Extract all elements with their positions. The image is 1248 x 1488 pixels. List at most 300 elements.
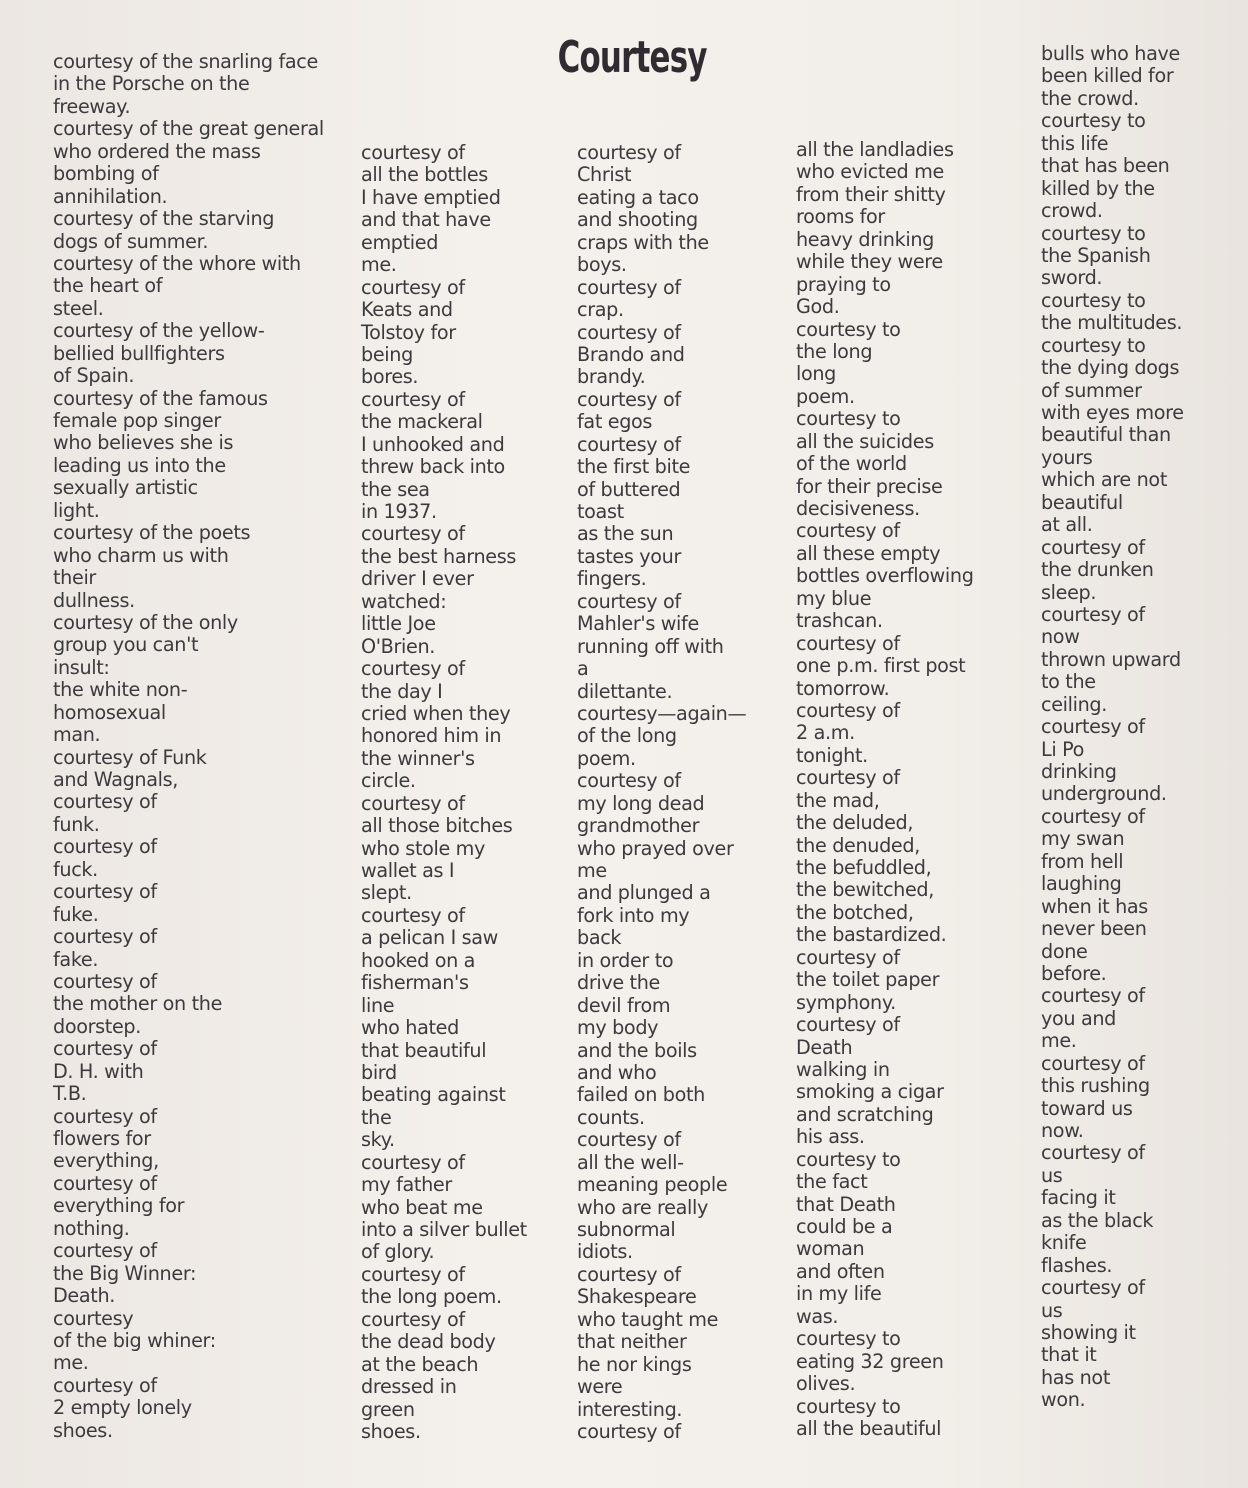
poem-line: the first bite [577, 455, 691, 479]
poem-line: courtesy of [577, 387, 681, 411]
poem-line: interesting. [577, 1397, 683, 1421]
poem-line: courtesy to [796, 1394, 901, 1418]
poem-line: me. [1041, 1029, 1077, 1053]
poem-line: a pelican I saw [361, 926, 499, 950]
poem-line: underground. [1041, 782, 1167, 806]
poem-line: the mackeral [361, 410, 483, 434]
poem-line: subnormal [577, 1218, 676, 1241]
poem-line: courtesy of [53, 1171, 157, 1195]
poem-line: the denuded, [796, 833, 920, 857]
poem-line: us [1041, 1298, 1063, 1322]
poem-line: knife [1041, 1231, 1087, 1255]
poem-line: the dead body [361, 1330, 496, 1354]
poem-line: the mad, [796, 788, 880, 812]
poem-line: in order to [577, 948, 674, 972]
poem-line: courtesy to [1041, 333, 1146, 357]
poem-line: fingers. [577, 567, 647, 591]
poem-line: my blue [796, 586, 872, 610]
poem-line: all these empty [796, 541, 941, 565]
poem-line: us [1041, 1163, 1063, 1187]
poem-line: line [361, 993, 395, 1017]
poem-line: Tolstoy for [361, 320, 456, 344]
poem-line: courtesy of [577, 1419, 681, 1443]
poem-line: who beat me [361, 1195, 483, 1219]
poem-line: light. [53, 498, 100, 522]
poem-line: all those bitches [361, 814, 513, 838]
poem-line: who stole my [361, 836, 486, 860]
poem-line: shoes. [53, 1418, 113, 1442]
poem-line: courtesy of [796, 766, 900, 790]
poem-line: smoking a cigar [796, 1080, 944, 1104]
poem-line: a [577, 657, 589, 681]
poem-line: flowers for [53, 1127, 151, 1150]
poem-line: wallet as I [361, 859, 455, 882]
poem-line: courtesy [53, 1306, 134, 1330]
poem-line: Christ [577, 163, 632, 187]
poem-line: and that have [361, 208, 491, 232]
poem-line: all the bottles [361, 163, 488, 187]
poem-line: dullness. [53, 588, 135, 612]
poem-line: in my life [796, 1282, 882, 1306]
poem-line: one p.m. first post [796, 654, 966, 678]
poem-line: to the [1041, 670, 1096, 694]
poem-line: of glory. [361, 1240, 435, 1264]
poem-column-2 [361, 142, 527, 1443]
poem-line: running off with [577, 634, 724, 658]
poem-line: courtesy of the starving [53, 207, 275, 231]
poem-line: man. [53, 723, 101, 747]
poem-line: all the beautiful [796, 1416, 942, 1440]
poem-line: courtesy to [796, 1327, 901, 1351]
poem-line: beautiful [1041, 490, 1123, 514]
poem-line: courtesy of [361, 791, 465, 815]
poem-line: freeway. [53, 94, 131, 118]
poem-line: steel. [53, 296, 104, 320]
poem-line: watched: [361, 589, 447, 613]
poem-line: courtesy of [1041, 535, 1145, 559]
poem-line: now. [1041, 1119, 1084, 1142]
poem-line: grandmother [577, 814, 700, 838]
poem-line: all the landladies [796, 138, 954, 161]
poem-line: courtesy of [1041, 602, 1145, 626]
poem-line: dilettante. [577, 679, 673, 703]
poem-line: courtesy—again— [577, 701, 747, 725]
poem-line: my father [361, 1173, 452, 1197]
poem-line: bellied bullfighters [53, 341, 225, 365]
poem-line: who believes she is [53, 431, 234, 455]
poem-line: dogs of summer. [53, 229, 209, 253]
poem-line: while they were [796, 250, 943, 274]
poem-line: 2 a.m. [796, 721, 855, 745]
poem-column-5 [1041, 43, 1184, 1412]
poem-line: fuck. [53, 857, 98, 881]
poem-line: and the boils [577, 1038, 697, 1062]
poem-line: fuke. [53, 902, 99, 926]
poem-line: courtesy of [577, 769, 681, 793]
poem-line: Li Po [1041, 737, 1084, 761]
poem-line: the multitudes. [1041, 311, 1183, 335]
poem-line: courtesy of [1041, 984, 1145, 1008]
poem-line: O'Brien. [361, 634, 436, 658]
poem-line: poem. [577, 746, 636, 770]
poem-line: the mother on the [53, 992, 223, 1016]
poem-line: was. [796, 1304, 839, 1328]
poem-line: Brando and [577, 342, 685, 366]
poem-line: courtesy of [53, 880, 157, 904]
poem-line: flashes. [1041, 1253, 1113, 1277]
poem-line: me. [361, 253, 397, 277]
poem-line: the drunken [1041, 558, 1154, 582]
poem-line: my long dead [577, 791, 705, 815]
poem-line: when it has [1041, 894, 1148, 918]
poem-line: courtesy of [796, 698, 900, 722]
poem-line: his ass. [796, 1125, 865, 1149]
poem-line: who charm us with [53, 543, 229, 567]
poem-line: courtesy of [53, 1037, 157, 1061]
poem-line: were [577, 1375, 623, 1399]
poem-line: the sea [361, 477, 430, 501]
poem-line: courtesy of [53, 1104, 157, 1128]
poem-line: and Wagnals, [53, 768, 179, 791]
poem-line: as the sun [577, 522, 674, 546]
poem-line: the Big Winner: [53, 1261, 197, 1285]
poem-line: he nor kings [577, 1352, 692, 1376]
poem-line: female pop singer [53, 409, 221, 432]
poem-line: symphony. [796, 990, 896, 1014]
poem-line: sleep. [1041, 580, 1097, 604]
poem-line: courtesy to [796, 407, 901, 431]
poem-line: hooked on a [361, 948, 476, 972]
poem-line: who evicted me [796, 160, 944, 184]
poem-line: courtesy of [53, 1373, 157, 1397]
poem-line: who prayed over [577, 836, 734, 860]
poem-line: now [1041, 625, 1080, 649]
poem-line: courtesy to [796, 317, 901, 341]
poem-line: courtesy of [796, 945, 900, 969]
poem-line: honored him in [361, 724, 502, 748]
poem-line: of Spain. [53, 364, 135, 388]
poem-line: has not [1041, 1365, 1110, 1389]
poem-line: nothing. [53, 1216, 130, 1240]
poem-line: never been [1041, 917, 1147, 941]
poem-line: as the black [1041, 1208, 1154, 1232]
poem-line: the long [796, 339, 873, 363]
poem-line: in 1937. [361, 500, 437, 523]
poem-line: long [796, 362, 837, 386]
poem-line: fat egos [577, 410, 653, 434]
poem-line: God. [796, 295, 840, 319]
poem-line: courtesy of [796, 1013, 900, 1037]
poem-line: Keats and [361, 298, 453, 322]
poem-line: me. [53, 1351, 89, 1375]
poem-line: eating a taco [577, 185, 699, 209]
poem-line: courtesy of [796, 631, 900, 655]
poem-line: courtesy of [577, 432, 681, 456]
poem-line: courtesy of [577, 275, 681, 299]
poem-line: that Death [796, 1192, 896, 1216]
poem-line: everything, [53, 1149, 159, 1173]
poem-line: tastes your [577, 544, 681, 568]
poem-line: sky. [361, 1128, 395, 1152]
poem-line: courtesy of the famous [53, 386, 268, 410]
poem-line: crap. [577, 298, 624, 322]
poem-line: courtesy of [1041, 804, 1145, 828]
poem-line: Mahler's wife [577, 612, 699, 636]
poem-line: been killed for [1041, 64, 1174, 88]
poem-line: and who [577, 1060, 657, 1084]
poem-line: of the long [577, 724, 677, 748]
poem-line: courtesy of the whore with [53, 251, 301, 275]
poem-line: toast [577, 500, 624, 523]
poem-line: brandy. [577, 365, 646, 389]
poem-line: courtesy of [577, 141, 681, 164]
poem-line: courtesy of the poets [53, 521, 251, 545]
poem-line: courtesy of the snarling face [53, 50, 318, 73]
poem-line: Death [796, 1035, 853, 1059]
poem-line: their [53, 566, 96, 590]
poem-line: 2 empty lonely [53, 1396, 192, 1420]
poem-line: meaning people [577, 1173, 728, 1197]
poem-line: all the well- [577, 1150, 684, 1174]
poem-line: driver I ever [361, 567, 474, 591]
poem-line: the best harness [361, 544, 517, 568]
poem-line: courtesy of [53, 790, 157, 814]
poem-line: courtesy of [577, 1128, 681, 1152]
poem-line: courtesy to [796, 1147, 901, 1171]
poem-line: bombing of [53, 162, 159, 186]
poem-line: sexually artistic [53, 476, 198, 500]
poem-line: tonight. [796, 743, 868, 767]
poem-line: from hell [1041, 849, 1124, 873]
poem-line: I have emptied [361, 185, 501, 209]
poem-line: courtesy of [361, 522, 465, 546]
poem-line: and shooting [577, 208, 698, 232]
poem-line: drive the [577, 971, 660, 995]
poem-line: the Spanish [1041, 243, 1151, 267]
poem-line: funk. [53, 812, 100, 836]
poem-line: courtesy of [361, 657, 465, 681]
poem-line: olives. [796, 1372, 856, 1396]
poem-line: before. [1041, 961, 1107, 985]
poem-line: this life [1041, 131, 1109, 155]
poem-line: in the Porsche on the [53, 72, 250, 96]
poem-line: of the big whiner: [53, 1328, 216, 1352]
poem-line: the bastardized. [796, 923, 947, 947]
poem-line: who are really [577, 1195, 708, 1219]
poem-line: rooms for [796, 205, 885, 229]
poem-line: little Joe [361, 612, 436, 636]
poem-line: bird [361, 1060, 397, 1084]
poem-line: of the world [796, 452, 907, 476]
poem-line: you and [1041, 1006, 1117, 1030]
poem-line: courtesy of [1041, 1276, 1145, 1300]
poem-line: courtesy of the great general [53, 117, 324, 141]
poem-line: courtesy to [1041, 221, 1146, 245]
poem-line: counts. [577, 1105, 645, 1129]
poem-line: this rushing [1041, 1074, 1150, 1098]
poem-line: leading us into the [53, 453, 226, 477]
poem-line: courtesy of [361, 1307, 465, 1331]
poem-line: devil from [577, 993, 671, 1017]
poem-line: all the suicides [796, 429, 934, 453]
poem-line: thrown upward [1041, 647, 1181, 671]
poem-line: dressed in [361, 1375, 457, 1399]
poem-line: tomorrow. [796, 676, 890, 700]
poem-line: beautiful than [1041, 423, 1171, 447]
poem-line: of buttered [577, 477, 681, 501]
poem-line: into a silver bullet [361, 1218, 527, 1241]
poem-line: facing it [1041, 1186, 1116, 1210]
poem-line: annihilation. [53, 184, 168, 208]
poem-line: courtesy of [1041, 1051, 1145, 1075]
poem-line: T.B. [53, 1082, 87, 1106]
poem-line: showing it [1041, 1320, 1136, 1344]
poem-line: bulls who have [1041, 42, 1180, 65]
poem-line: and plunged a [577, 881, 711, 905]
poem-line: courtesy of [361, 387, 465, 411]
poem-title: Courtesy [557, 32, 707, 83]
poem-line: courtesy of the yellow- [53, 319, 265, 343]
poem-line: the winner's [361, 746, 475, 770]
poem-line: for their precise [796, 474, 943, 498]
poem-line: sword. [1041, 266, 1103, 290]
poem-line: who hated [361, 1016, 459, 1040]
poem-line: killed by the [1041, 176, 1155, 200]
poem-line: the dying dogs [1041, 356, 1180, 380]
poem-line: who ordered the mass [53, 139, 261, 163]
poem-line: the befuddled, [796, 856, 932, 879]
poem-line: toward us [1041, 1096, 1133, 1120]
poem-line: at the beach [361, 1352, 479, 1376]
poem-line: the [361, 1105, 392, 1129]
poem-line: that has been [1041, 154, 1170, 178]
poem-line: courtesy to [1041, 109, 1146, 133]
poem-line: courtesy of [361, 903, 465, 927]
poem-line: courtesy of [361, 275, 465, 299]
poem-line: decisiveness. [796, 497, 920, 520]
poem-line: drinking [1041, 760, 1117, 783]
poem-line: me [577, 859, 607, 882]
poem-column-3 [577, 142, 746, 1443]
poem-line: slept. [361, 881, 412, 905]
poem-line: Death. [53, 1284, 116, 1308]
poem-column-4 [796, 139, 974, 1440]
poem-line: courtesy to [1041, 288, 1146, 312]
poem-line: fake. [53, 947, 99, 971]
poem-line: courtesy of [796, 519, 900, 543]
poem-line: the day I [361, 679, 443, 703]
poem-line: the heart of [53, 274, 163, 298]
poem-line: being [361, 342, 413, 366]
poem-line: fisherman's [361, 971, 469, 995]
poem-line: yours [1041, 445, 1093, 469]
poem-line: and scratching [796, 1102, 934, 1126]
poem-line: eating 32 green [796, 1349, 944, 1373]
poem-line: walking in [796, 1057, 890, 1081]
poem-line: crowd. [1041, 199, 1103, 223]
poem-line: the botched, [796, 900, 914, 924]
poem-line: everything for [53, 1194, 185, 1218]
poem-line: courtesy of [53, 925, 157, 949]
poem-line: heavy drinking [796, 227, 934, 251]
poem-line: my swan [1041, 827, 1125, 851]
poem-line: I unhooked and [361, 432, 505, 456]
poem-line: threw back into [361, 455, 505, 479]
poem-line: the crowd. [1041, 86, 1139, 110]
poem-line: craps with the [577, 230, 709, 254]
poem-line: the deluded, [796, 811, 914, 835]
poem-line: circle. [361, 769, 416, 793]
poem-line: praying to [796, 272, 891, 296]
poem-line: my body [577, 1016, 659, 1040]
poem-line: which are not [1041, 468, 1167, 492]
poem-line: poem. [796, 384, 855, 408]
poem-line: courtesy of [53, 1239, 157, 1263]
poem-line: beating against [361, 1083, 506, 1107]
poem-line: green [361, 1397, 415, 1421]
poem-line: courtesy of [361, 1262, 465, 1286]
poem-line: courtesy of [53, 835, 157, 859]
poem-column-1 [53, 51, 324, 1442]
poem-line: that it [1041, 1343, 1097, 1367]
poem-line: idiots. [577, 1240, 633, 1264]
poem-line: courtesy of [577, 320, 681, 344]
poem-line: from their shitty [796, 182, 946, 206]
poem-line: that neither [577, 1330, 687, 1354]
poem-line: that beautiful [361, 1038, 487, 1062]
poem-line: boys. [577, 253, 627, 277]
poem-line: courtesy of [361, 141, 465, 164]
poem-line: laughing [1041, 872, 1122, 896]
poem-line: of summer [1041, 378, 1142, 402]
poem-line: courtesy of [361, 1150, 465, 1174]
poem-line: the long poem. [361, 1285, 502, 1309]
poem-line: could be a [796, 1215, 893, 1238]
poem-line: courtesy of [1041, 715, 1145, 739]
poem-line: and often [796, 1259, 885, 1283]
poem-line: failed on both [577, 1083, 705, 1107]
poem-line: courtesy of [577, 589, 681, 613]
poem-line: courtesy of [577, 1262, 681, 1286]
poem-line: cried when they [361, 701, 511, 725]
poem-line: D. H. with [53, 1059, 144, 1083]
poem-line: done [1041, 939, 1088, 963]
poem-line: who taught me [577, 1307, 719, 1331]
poem-line: fork into my [577, 903, 690, 927]
poem-line: doorstep. [53, 1014, 142, 1038]
poem-line: trashcan. [796, 609, 883, 633]
poem-line: the fact [796, 1170, 868, 1194]
poem-line: courtesy of [1041, 1141, 1145, 1165]
poem-line: the white non- [53, 678, 188, 702]
poem-line: insult: [53, 655, 110, 679]
poem-line: back [577, 926, 622, 950]
poem-line: shoes. [361, 1419, 421, 1443]
poem-line: won. [1041, 1388, 1086, 1412]
poem-line: group you can't [53, 633, 199, 657]
poem-line: bottles overflowing [796, 564, 974, 588]
poem-line: courtesy of Funk [53, 745, 207, 769]
poem-line: woman [796, 1237, 865, 1261]
poem-line: ceiling. [1041, 692, 1107, 716]
poem-line: Shakespeare [577, 1285, 697, 1309]
poem-line: courtesy of the only [53, 610, 238, 634]
poem-line: homosexual [53, 700, 166, 724]
poem-line: at all. [1041, 513, 1093, 537]
poem-line: the toilet paper [796, 968, 940, 992]
poem-line: the bewitched, [796, 878, 935, 902]
poem-line: bores. [361, 365, 419, 389]
